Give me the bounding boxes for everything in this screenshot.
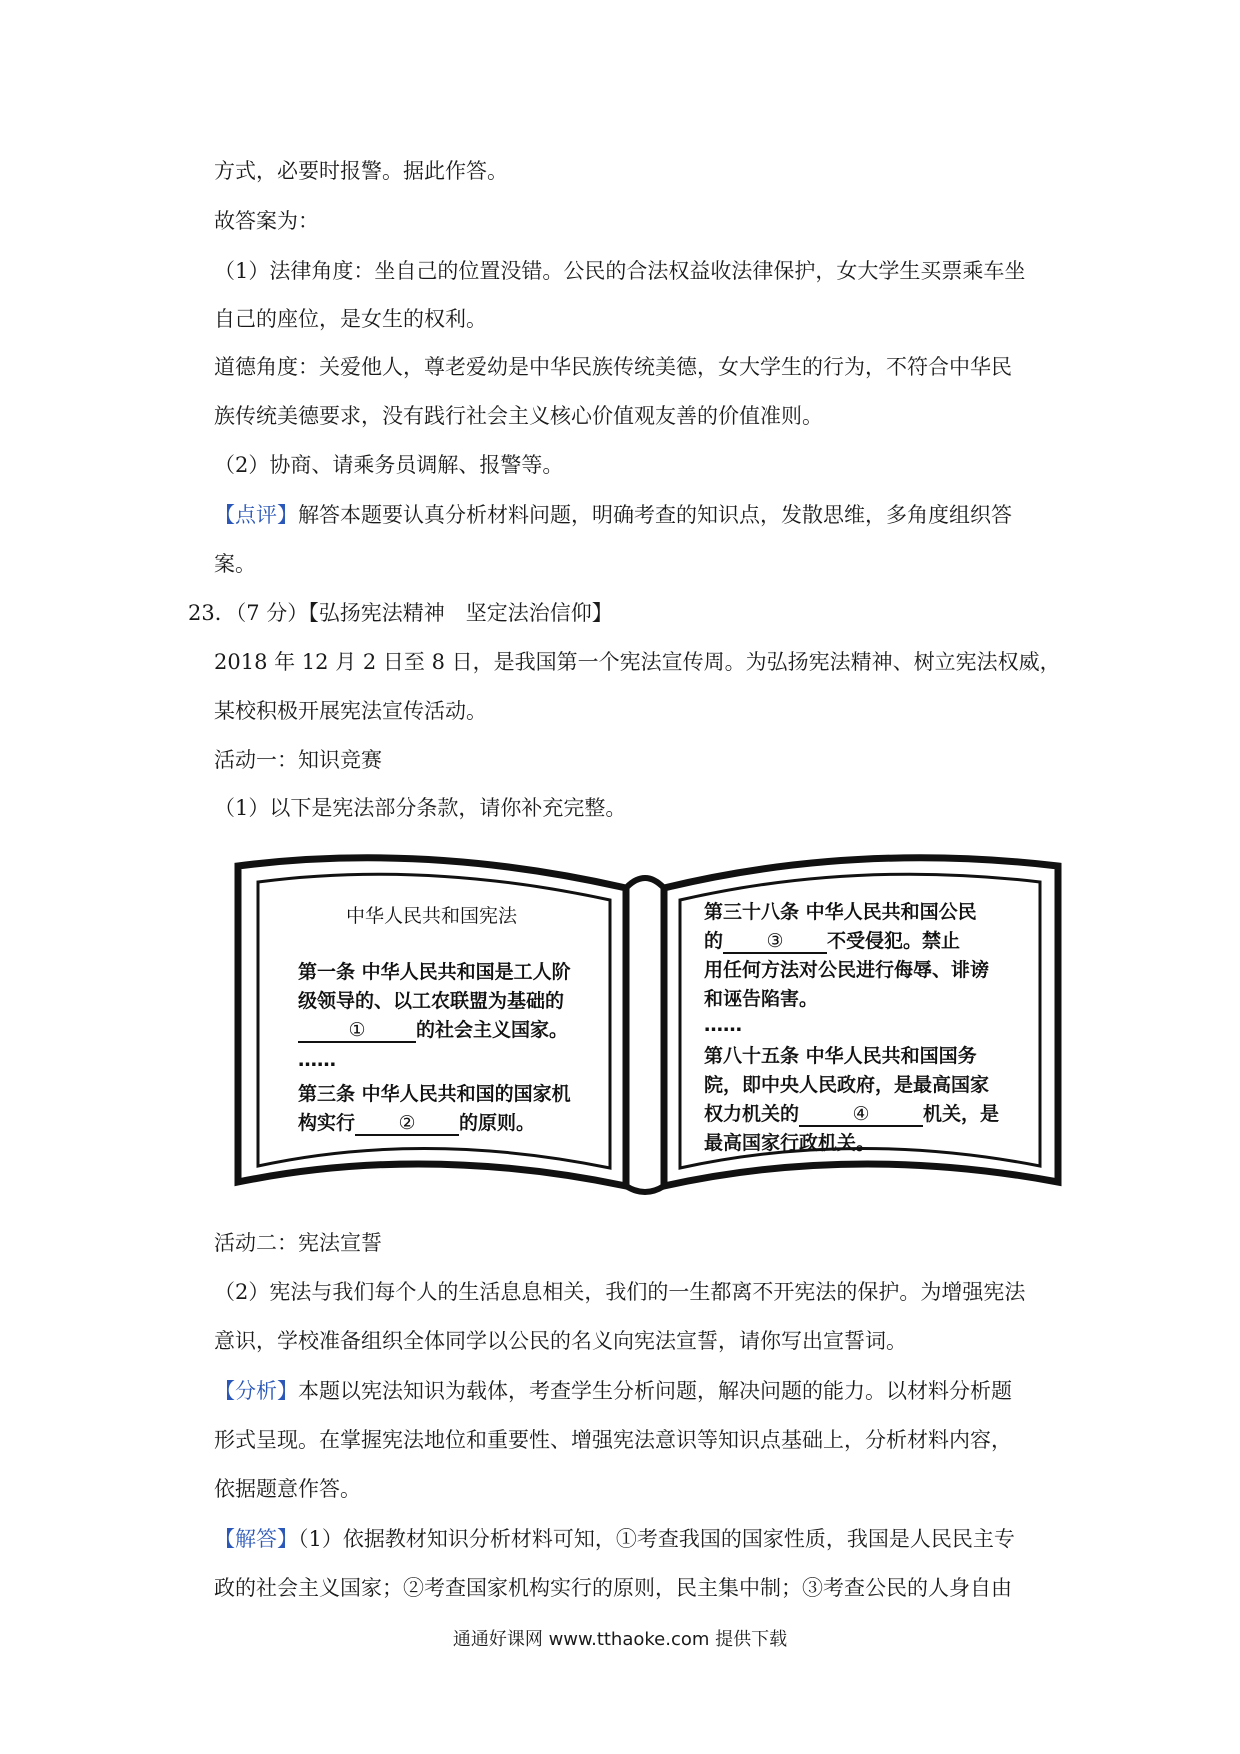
activity-heading: 活动一：知识竞赛 [214, 748, 382, 772]
text-line: 依据题意作答。 [214, 1477, 361, 1501]
comment-line [214, 500, 1012, 530]
article-3-line: 第三条 中华人民共和国的国家机 [298, 1083, 571, 1105]
answer-tag: 【解答】 [214, 1527, 298, 1551]
article-3-end: 的原则。 [459, 1112, 536, 1134]
blank-4: ④ [799, 1103, 923, 1127]
blank-2: ② [355, 1112, 459, 1136]
question-heading: 23．（7 分）【弘扬宪法精神 坚定法治信仰】 [188, 601, 613, 625]
comment-tag: 【点评】 [214, 503, 298, 527]
blank-1: ① [298, 1019, 416, 1043]
article-85-line: 院，即中央人民政府，是最高国家 [704, 1074, 990, 1096]
text-line: 案。 [214, 552, 256, 576]
analysis-tag: 【分析】 [214, 1379, 298, 1403]
text-line: 意识，学校准备组织全体同学以公民的名义向宪法宣誓，请你写出宣誓词。 [214, 1329, 907, 1353]
book-title: 中华人民共和国宪法 [346, 905, 518, 927]
text-line: 某校积极开展宪法宣传活动。 [214, 699, 487, 723]
text-line: （2）协商、请乘务员调解、报警等。 [214, 453, 564, 477]
article-38-line: 和诬告陷害。 [704, 988, 819, 1010]
article-38-line: 用任何方法对公民进行侮辱、诽谤 [704, 959, 990, 981]
text-line: （1）法律角度：坐自己的位置没错。公民的合法权益收法律保护，女大学生买票乘车坐 [214, 259, 1026, 283]
answer-line [214, 1524, 1015, 1554]
text-line: 方式，必要时报警。据此作答。 [214, 159, 508, 183]
article-85-start: 权力机关的 [704, 1103, 800, 1125]
text-line: 形式呈现。在掌握宪法地位和重要性、增强宪法意识等知识点基础上，分析材料内容， [214, 1428, 1012, 1452]
ellipsis: …… [704, 1014, 742, 1036]
text-line: 自己的座位，是女生的权利。 [214, 307, 487, 331]
activity-heading: 活动二：宪法宣誓 [214, 1231, 382, 1255]
article-1-line: 第一条 中华人民共和国是工人阶 [298, 961, 571, 983]
constitution-book-figure [234, 848, 1062, 1198]
article-85-line: 最高国家行政机关。 [704, 1132, 876, 1154]
article-1-end: 的社会主义国家。 [416, 1019, 569, 1041]
analysis-line [214, 1376, 1012, 1406]
text-line: 2018 年 12 月 2 日至 8 日，是我国第一个宪法宣传周。为弘扬宪法精神、树立宪法权威， [214, 650, 1061, 674]
ellipsis: …… [298, 1049, 336, 1071]
article-1-line [298, 1016, 568, 1045]
text-line: 政的社会主义国家；②考查国家机构实行的原则，民主集中制；③考查公民的人身自由 [214, 1576, 1012, 1600]
text-line: 故答案为： [214, 209, 319, 233]
comment-text: 解答本题要认真分析材料问题，明确考查的知识点，发散思维，多角度组织答 [298, 503, 1012, 527]
article-85-mid: 机关，是 [923, 1103, 1000, 1125]
blank-3: ③ [723, 930, 827, 954]
article-38-line: 第三十八条 中华人民共和国公民 [704, 901, 977, 923]
article-38-line [704, 927, 960, 956]
text-line: 族传统美德要求，没有践行社会主义核心价值观友善的价值准则。 [214, 404, 823, 428]
article-38-mid: 不受侵犯。禁止 [827, 930, 961, 952]
article-3-line [298, 1109, 535, 1138]
text-line: 道德角度：关爱他人，尊老爱幼是中华民族传统美德，女大学生的行为，不符合中华民 [214, 355, 1012, 379]
text-line: （2）宪法与我们每个人的生活息息相关，我们的一生都离不开宪法的保护。为增强宪法 [214, 1280, 1026, 1304]
text-line: （1）以下是宪法部分条款，请你补充完整。 [214, 796, 627, 820]
article-85-line [704, 1100, 999, 1129]
answer-text: （1）依据教材知识分析材料可知，①考查我国的国家性质，我国是人民民主专 [298, 1527, 1015, 1551]
analysis-text: 本题以宪法知识为载体，考查学生分析问题，解决问题的能力。以材料分析题 [298, 1379, 1012, 1403]
article-85-line: 第八十五条 中华人民共和国国务 [704, 1045, 977, 1067]
article-38-start: 的 [704, 930, 724, 952]
article-1-line: 级领导的、以工农联盟为基础的 [298, 990, 565, 1012]
article-3-start: 构实行 [298, 1112, 356, 1134]
page-footer: 通通好课网 www.tthaoke.com 提供下载 [452, 1629, 788, 1650]
